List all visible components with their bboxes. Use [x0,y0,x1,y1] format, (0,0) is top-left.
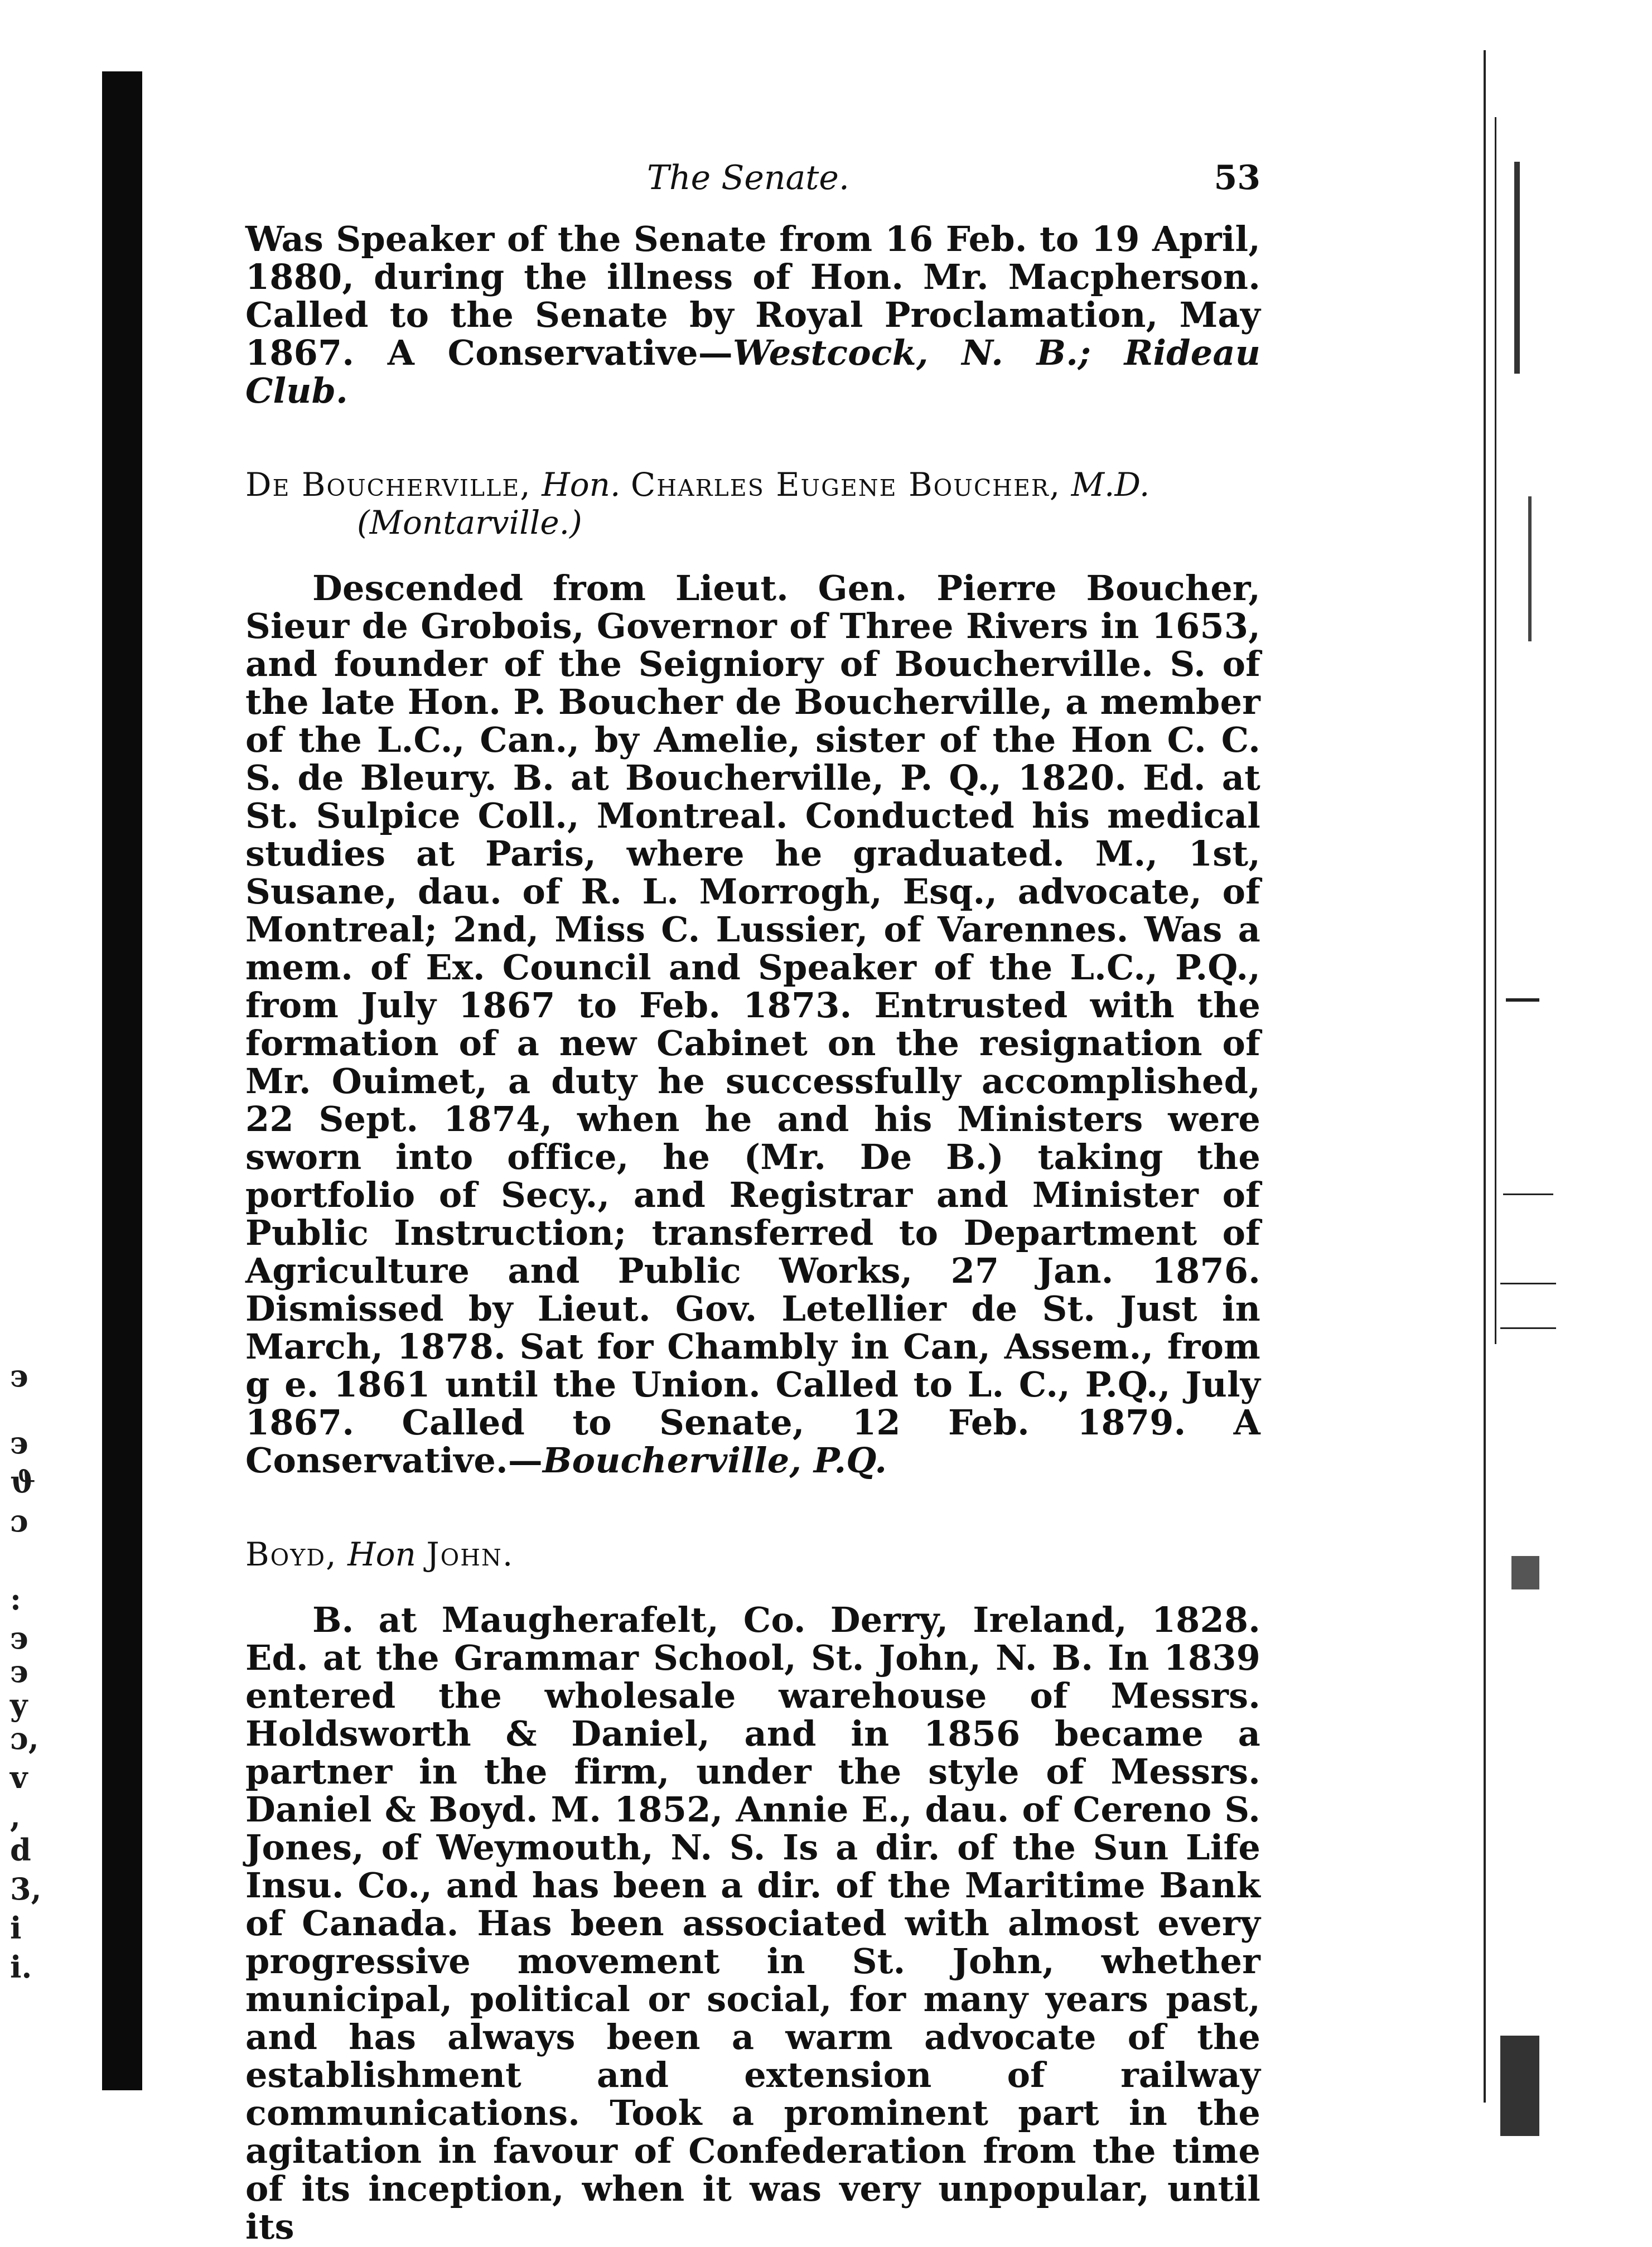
binding-shadow [102,71,142,2090]
entry-honorific: Hon. [542,466,621,504]
bleed-glyph: y [10,1687,28,1723]
entry-biography-de-boucherville [245,569,1260,1480]
bleed-glyph: э [10,1620,28,1656]
entry-heading-de-boucherville [245,466,1260,542]
bleed-glyph: ɔ, [10,1721,39,1756]
entry-surname: De Boucherville, [245,466,532,504]
bleed-glyph: : [10,1581,21,1617]
bleed-glyph: i. [10,1949,32,1985]
entry-surname: Boyd, [245,1535,337,1573]
bleed-glyph: 3, [10,1871,42,1907]
bleed-glyph: э [10,1425,28,1461]
bleed-glyph: ɔ [10,1503,28,1539]
entry-body: B. at Maugherafelt, Co. Derry, Ireland, 1828. Ed. at the Grammar School, St. John, N. B. In 1839 entered the wholesale warehouse of Messrs. Holdsworth & Daniel, and in 1856 became a partner in the firm, under the style of Messrs. Daniel & Boyd. M. 1852, Annie E., dau. of Cereno S. Jones, of Weymouth, N. S. Is a dir. of the Sun Life Insu. Co., and has been a dir. of the Maritime Bank of Canada. Has been associated with almost every progressive movement in St. John, whether municipal, political or social, for many years past, and has always been a warm advocate of the establishment and extension of railway communications. Took a prominent part in the agitation in favour of Confederation from the time of its inception, when it was very unpopular, until its [245,1600,1260,2247]
continuation-address: Westcock, N. B.; Rideau Club. [245,332,1260,411]
page-content [245,148,1260,2246]
entry-given-names: John. [426,1535,514,1573]
bleed-glyph: э [10,1654,28,1689]
bleed-glyph: , [10,1799,21,1834]
continuation-text: Was Speaker of the Senate from 16 Feb. to 19 April, 1880, during the illness of Hon. Mr. Macpherson. Called to the Senate by Royal Proclamation, May 1867. A Conservative— [245,219,1260,373]
entry-address: Boucherville, P.Q. [543,1440,887,1481]
bleed-glyph: i [10,1910,22,1946]
entry-suffix: M.D. [1071,466,1150,504]
bleed-glyph: v [10,1760,28,1795]
page-number: 53 [1214,158,1260,197]
continuation-paragraph [245,220,1260,410]
bleed-glyph: ϑ [10,1464,36,1500]
page-edge-noise [1461,50,1590,2103]
running-title: The Senate. [647,158,849,197]
bleed-glyph: э [10,1358,28,1394]
entry-honorific: Hon [347,1535,416,1573]
entry-given-names: Charles Eugene Boucher, [630,466,1061,504]
entry-biography-boyd [245,1601,1260,2246]
entry-location: (Montarville.) [357,504,582,542]
entry-heading-boyd [245,1535,1260,1573]
running-head [245,148,1260,198]
entry-body: Descended from Lieut. Gen. Pierre Boucher, Sieur de Grobois, Governor of Three Rivers in 1653, and founder of the Seigniory of Boucherville. S. of the late Hon. P. Boucher de Boucherville, a member of the L.C., Can., by Amelie, sister of the Hon C. C. S. de Bleury. B. at Boucherville, P. Q., 1820. Ed. at St. Sulpice Coll., Montreal. Conducted his medical studies at Paris, where he graduated. M., 1st, Susane, dau. of R. L. Morrogh, Esq., advocate, of Montreal; 2nd, Miss C. Lussier, of Varennes. Was a mem. of Ex. Council and Speaker of the L.C., P.Q., from July 1867 to Feb. 1873. Entrusted with the formation of a new Cabinet on the resignation of Mr. Ouimet, a duty he successfully accomplished, 22 Sept. 1874, when he and his Ministers were sworn into office, he (Mr. De B.) taking the portfolio of Secy., and Registrar and Minister of Public Instruction; transferred to Department of Agriculture and Public Works, 27 Jan. 1876. Dismissed by Lieut. Gov. Letellier de St. Just in March, 1878. Sat for Chambly in Can, Assem., from g e. 1861 until the Union. Called to L. C., P.Q., July 1867. Called to Senate, 12 Feb. 1879. A Conservative.— [245,568,1260,1481]
bleed-glyph: d [10,1832,31,1868]
adjacent-page-bleed [0,0,50,2161]
